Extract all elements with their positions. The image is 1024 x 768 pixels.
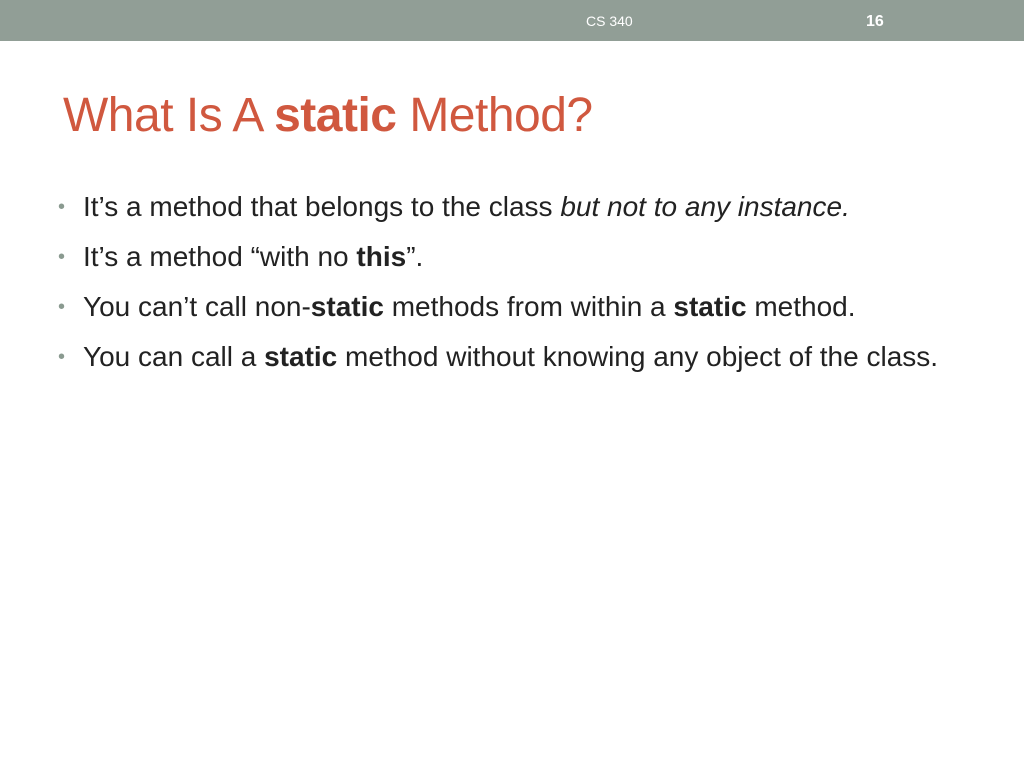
bullet-item xyxy=(58,187,958,227)
bullet-item xyxy=(58,287,958,327)
bullet-item xyxy=(58,337,958,377)
bullet-text xyxy=(83,241,423,272)
title-keyword: static xyxy=(274,89,397,142)
title-suffix: Method? xyxy=(396,89,593,142)
bullet-1-text: It’s a method that belongs to the class xyxy=(83,191,561,222)
bullet-4-text-1: You can call a xyxy=(83,341,265,372)
bullet-marker: • xyxy=(58,296,66,318)
title-prefix: What Is A xyxy=(63,89,275,142)
bullet-3-keyword-1: static xyxy=(310,291,384,322)
header-bar xyxy=(0,0,1024,41)
bullet-2-text-2: ”. xyxy=(406,241,424,272)
slide-number: 16 xyxy=(866,13,884,30)
bullet-4-keyword: static xyxy=(264,341,338,372)
bullet-4-text-2: method without knowing any object of the class. xyxy=(337,341,939,372)
slide-title xyxy=(63,88,593,144)
bullet-marker: • xyxy=(58,246,66,268)
bullet-3-text-2: methods from within a xyxy=(383,291,674,322)
bullet-3-keyword-2: static xyxy=(673,291,747,322)
bullet-text xyxy=(83,341,938,372)
bullet-1-italic: but not to any instance. xyxy=(560,191,850,222)
bullet-2-keyword: this xyxy=(356,241,407,272)
bullet-marker: • xyxy=(58,196,66,218)
bullet-text xyxy=(83,191,850,222)
bullet-text xyxy=(83,291,856,322)
bullet-3-text-1: You can’t call non- xyxy=(83,291,311,322)
course-label: CS 340 xyxy=(586,13,633,29)
bullet-2-text-1: It’s a method “with no xyxy=(83,241,357,272)
bullet-marker: • xyxy=(58,346,66,368)
bullet-3-text-3: method. xyxy=(746,291,856,322)
bullet-list xyxy=(58,187,958,387)
bullet-item xyxy=(58,237,958,277)
